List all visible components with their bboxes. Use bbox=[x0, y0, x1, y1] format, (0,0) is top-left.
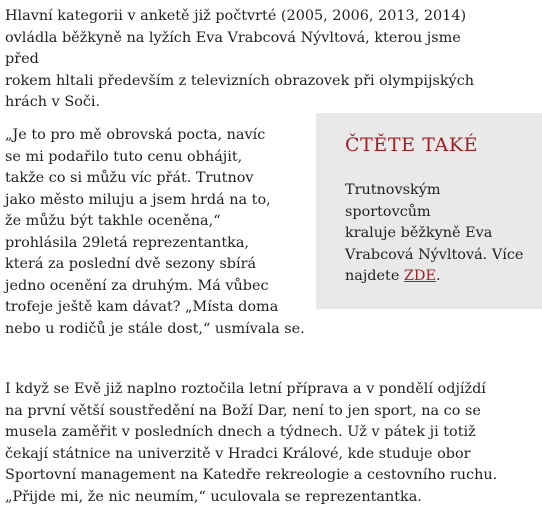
read-also-body: Trutnovským sportovcům kraluje běžkyně Eva Vrabcová Nývltová. Více najdete bbox=[345, 182, 524, 284]
article-paragraph-2-quote: „Je to pro mě obrovská pocta, navíc se mi podařilo tuto cenu obhájit, takže co si můžu víc přát. Trutnov jako město miluju a jsem hrdá na to, že můžu být takhle oceněna,“ prohlásila 29letá reprezentantka, která za poslední dvě sezony sbírá jedno ocenění za druhým. Má vůbec trofeje ještě kam dávat? „Místa doma nebo u rodičů je stále dost,“ usmívala se. bbox=[5, 127, 305, 337]
read-also-box bbox=[316, 113, 542, 309]
article-paragraph-3: I když se Evě již naplno roztočila letní příprava a v pondělí odjíždí na první větší soustředění na Boží Dar, není to jen sport, na co se musela zaměřit v posledních dnech a týdnech. Už v pátek ji totiž čekají státnice na univerzitě v Hradci Králové, kde studuje obor Sportovní management na Katedře rekreologie a cestovního ruchu. „Přijde mi, že nic neumím,“ uculovala se reprezentantka. bbox=[5, 381, 498, 505]
read-also-text bbox=[345, 180, 530, 288]
read-also-period: . bbox=[435, 268, 441, 284]
read-also-heading: ČTĚTE TAKÉ bbox=[345, 134, 479, 156]
read-also-link[interactable]: ZDE bbox=[403, 268, 436, 284]
article-paragraph-1: Hlavní kategorii v anketě již počtvrté (2005, 2006, 2013, 2014) ovládla běžkyně na lyžích Eva Vrabcová Nývltová, kterou jsme před rokem hltali především z televizních obrazovek při olympijských hrách v Soči. bbox=[5, 8, 475, 110]
